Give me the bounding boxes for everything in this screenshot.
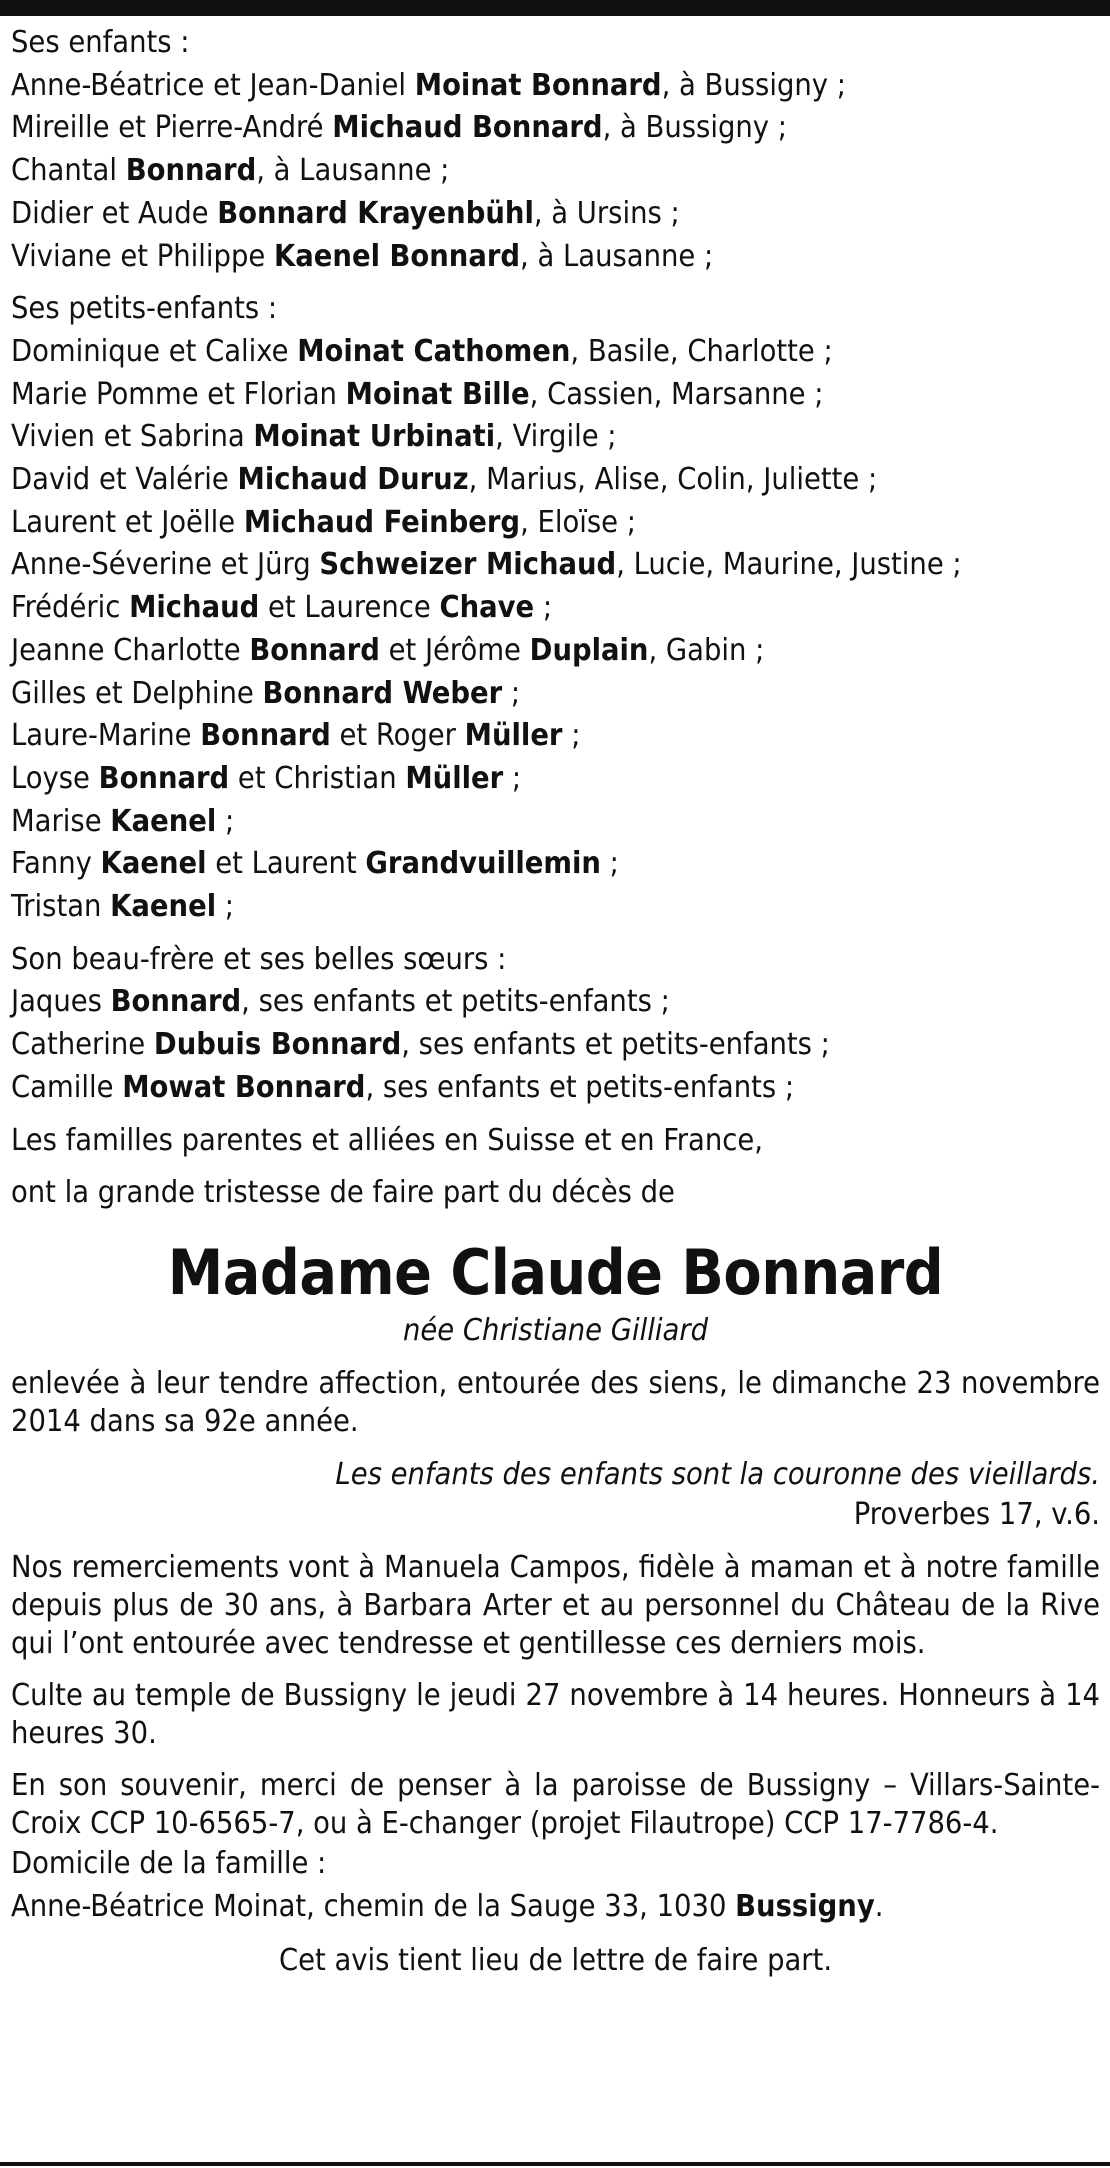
family-name: Moinat Bille [345,376,530,412]
family-name: Mowat Bonnard [122,1069,366,1105]
grandchildren-list [11,331,1100,929]
line-text: ; [600,846,619,882]
family-name: Dubuis Bonnard [153,1027,402,1063]
obituary-notice [11,22,1100,1983]
address-end: . [874,1888,884,1924]
line-text: , Marius, Alise, Colin, Juliette ; [468,462,878,498]
line-text: , Basile, Charlotte ; [570,333,833,369]
announcement-line: ont la grande tristesse de faire part du décès de [11,1175,675,1211]
name-line [11,758,1100,801]
name-line [11,673,1100,716]
address-text: Anne-Béatrice Moinat, chemin de la Sauge 33, 1030 [11,1888,736,1924]
line-text: Vivien et Sabrina [11,419,254,455]
family-name: Michaud Feinberg [243,504,521,540]
grandchildren-heading: Ses petits-enfants : [11,291,278,327]
family-name: Bonnard [200,718,331,754]
family-name: Grandvuillemin [365,846,601,882]
name-line [11,193,1100,236]
line-text: Catherine [11,1027,154,1063]
name-line [11,544,1100,587]
family-name: Michaud Duruz [237,462,469,498]
family-name: Bonnard [98,760,230,796]
family-name: Müller [405,760,504,796]
thanks-paragraph: Nos remerciements vont à Manuela Campos, fidèle à maman et à notre famille depuis plus de 30 ans, à Barbara Arter et au personnel du Château de la Rive qui l’ont entourée avec tendresse et gentillesse ces derniers mois. [11,1549,1100,1661]
family-name: Michaud [129,590,260,626]
line-text: ; [562,718,581,754]
line-text: ; [503,760,522,796]
name-line [11,1067,1100,1110]
line-text: , à Bussigny ; [661,67,846,103]
family-name: Müller [464,718,563,754]
line-text: Chantal [11,153,126,189]
line-text: et Laurence [259,590,440,626]
family-name: Bonnard [125,153,257,189]
family-name: Moinat Bonnard [414,67,662,103]
line-text: Jaques [11,984,111,1020]
name-line [11,981,1100,1024]
grandchildren-section [11,288,1100,929]
line-text: Jeanne Charlotte [11,632,250,668]
family-name: Kaenel [110,803,217,839]
line-text: , Virgile ; [495,419,617,455]
family-name: Schweizer Michaud [319,547,617,583]
line-text: Fanny [11,846,101,882]
in-laws-list [11,981,1100,1109]
family-name: Bonnard Krayenbühl [217,195,534,231]
family-name: Bonnard [249,632,380,668]
family-name: Kaenel Bonnard [274,238,521,274]
family-home-label: Domicile de la famille : [11,1845,327,1881]
line-text: ; [216,803,235,839]
line-text: Anne-Séverine et Jürg [11,547,320,583]
footer-note: Cet avis tient lieu de lettre de faire part. [278,1943,833,1979]
line-text: , à Bussigny ; [602,110,787,146]
line-text: Mireille et Pierre-André [11,110,333,146]
line-text: Camille [11,1069,123,1105]
line-text: , à Lausanne ; [520,238,714,274]
family-name: Kaenel [100,846,207,882]
name-line [11,107,1100,150]
line-text: Laurent et Joëlle [11,504,244,540]
line-text: Gilles et Delphine [11,675,263,711]
line-text: ; [534,590,553,626]
donation-paragraph: En son souvenir, merci de penser à la paroisse de Bussigny – Villars-Sainte-Croix CCP 10-6565-7, ou à E-changer (projet Filautrope) CCP 17-7786-4. [11,1767,1100,1841]
family-name: Moinat Cathomen [297,333,571,369]
line-text: et Laurent [206,846,366,882]
line-text: David et Valérie [11,462,238,498]
name-line [11,65,1100,108]
family-name: Kaenel [110,889,217,925]
line-text: Tristan [11,889,111,925]
name-line [11,331,1100,374]
family-name: Bonnard Weber [262,675,503,711]
name-line [11,587,1100,630]
line-text: et Jérôme [379,632,530,668]
name-line [11,459,1100,502]
line-text: ; [502,675,521,711]
line-text: , Lucie, Maurine, Justine ; [616,547,962,583]
name-line [11,236,1100,279]
bible-reference: Proverbes 17, v.6. [853,1496,1100,1532]
children-section [11,22,1100,278]
bottom-rule [0,2162,1110,2166]
address-city: Bussigny [735,1888,875,1924]
name-line [11,150,1100,193]
children-heading: Ses enfants : [11,25,190,60]
line-text: Viviane et Philippe [11,238,275,274]
in-laws-section [11,939,1100,1110]
line-text: Didier et Aude [11,195,218,231]
line-text: Marise [11,803,111,839]
name-line [11,630,1100,673]
line-text: Laure-Marine [11,718,201,754]
line-text: Marie Pomme et Florian [11,376,346,412]
children-list [11,65,1100,279]
line-text: Frédéric [11,590,130,626]
family-name: Duplain [529,632,649,668]
line-text: , Cassien, Marsanne ; [529,376,824,412]
name-line [11,374,1100,417]
name-line [11,502,1100,545]
name-line [11,416,1100,459]
line-text: Loyse [11,760,99,796]
death-notice-paragraph: enlevée à leur tendre affection, entourée des siens, le dimanche 23 novembre 2014 dans sa 92e année. [11,1365,1100,1439]
bible-quote: Les enfants des enfants sont la couronne des vieillards. [335,1456,1100,1492]
line-text: Dominique et Calixe [11,333,298,369]
service-paragraph: Culte au temple de Bussigny le jeudi 27 novembre à 14 heures. Honneurs à 14 heures 30. [11,1677,1100,1751]
line-text: , Gabin ; [648,632,765,668]
line-text: et Christian [229,760,406,796]
family-name: Michaud Bonnard [332,110,603,146]
top-rule [0,0,1110,16]
families-line: Les familles parentes et alliées en Suisse et en France, [11,1122,763,1158]
family-name: Chave [439,590,535,626]
line-text: , à Ursins ; [533,195,680,231]
line-text: ; [216,889,235,925]
line-text: , ses enfants et petits-enfants ; [365,1069,795,1105]
line-text: et Roger [330,718,465,754]
in-laws-heading: Son beau-frère et ses belles sœurs : [11,941,507,977]
family-name: Bonnard [110,984,242,1020]
deceased-name: Madame Claude Bonnard [167,1235,944,1309]
family-home-address [11,1886,1100,1929]
line-text: , Eloïse ; [520,504,637,540]
maiden-name: née Christiane Gilliard [402,1312,709,1348]
name-line [11,801,1100,844]
name-line [11,843,1100,886]
line-text: Anne-Béatrice et Jean-Daniel [11,67,415,103]
line-text: , ses enfants et petits-enfants ; [401,1027,830,1063]
line-text: , ses enfants et petits-enfants ; [241,984,670,1020]
line-text: , à Lausanne ; [256,153,450,189]
name-line [11,1024,1100,1067]
name-line [11,886,1100,929]
name-line [11,715,1100,758]
family-name: Moinat Urbinati [253,419,496,455]
